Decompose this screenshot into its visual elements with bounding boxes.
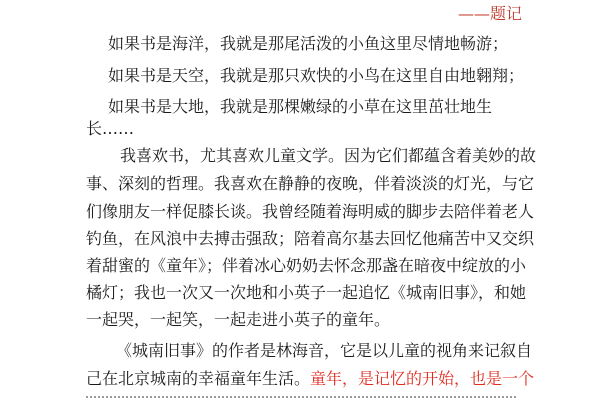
highlight-text: 童年，是记忆的开始，也是一个: [310, 369, 535, 388]
poem-line-3: 如果书是大地，我就是那棵嫩绿的小草在这里茁壮地生: [108, 97, 493, 116]
poem-line-1: 如果书是海洋，我就是那尾活泼的小鱼这里尽情地畅游；: [108, 34, 509, 53]
poem-line-4: 长……: [86, 119, 135, 138]
essay-line-9: [86, 369, 535, 389]
essay-line-3: 们像朋友一样促膝长谈。我曾经随着海明威的脚步去陪伴着老人: [86, 202, 535, 221]
poem-line-2: 如果书是天空，我就是那只欢快的小鸟在这里自由地翱翔；: [108, 66, 525, 85]
essay-line-5: 着甜蜜的《童年》；伴着冰心奶奶去怀念那盏在暗夜中绽放的小: [86, 256, 527, 275]
epigraph-signature: ——题记: [457, 4, 522, 23]
essay-line-4: 钓鱼，在风浪中去搏击强敌；陪着高尔基去回忆他痛苦中又交织: [86, 229, 535, 248]
essay-line-6: 橘灯；我也一次又一次地和小英子一起追忆《城南旧事》，和她: [86, 283, 527, 302]
essay-line-7: 一起哭，一起笑，一起走进小英子的童年。: [86, 310, 391, 329]
essay-line-1: 我喜欢书，尤其喜欢儿童文学。因为它们都蕴含着美妙的故: [120, 146, 537, 165]
essay-line-2: 事、深刻的哲理。我喜欢在静静的夜晚，伴着淡淡的灯光，与它: [86, 174, 535, 193]
cropped-next-line: [86, 392, 516, 400]
essay-line-9-text: 己在北京城南的幸福童年生活。: [86, 369, 311, 388]
essay-line-8: 《城南旧事》的作者是林海音，它是以儿童的视角来记叙自: [116, 341, 533, 360]
